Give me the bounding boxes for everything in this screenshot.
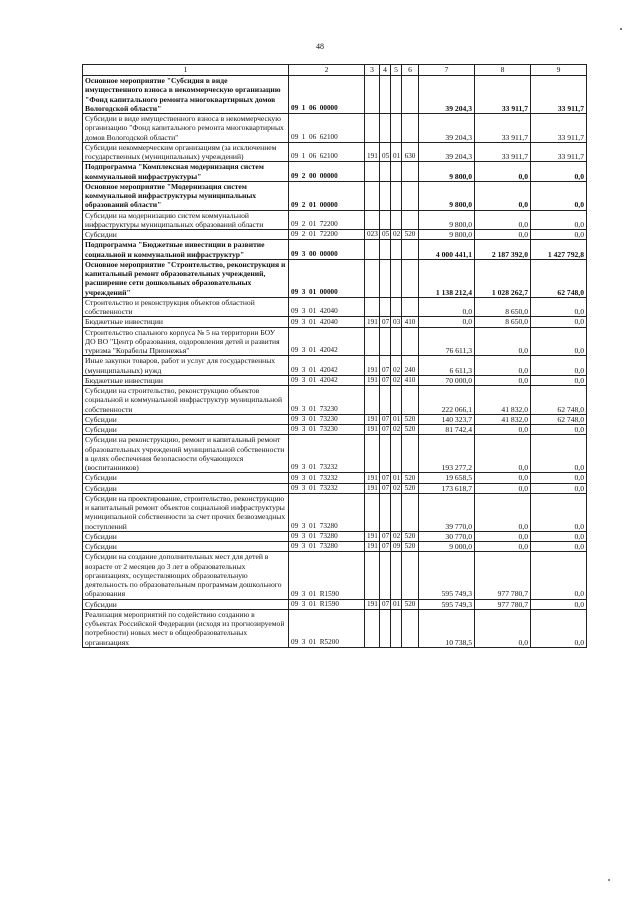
column-6-code [402, 327, 419, 356]
column-4-code: 07 [380, 599, 391, 609]
amount-col-9: 0,0 [531, 483, 587, 493]
row-name: Субсидии на модернизацию систем коммунальной инфраструктуры муниципальных образований области [83, 210, 289, 230]
table-row [83, 317, 587, 327]
column-3-code [365, 435, 380, 473]
column-6-code [402, 609, 419, 647]
table-row [83, 552, 587, 599]
row-name: Субсидии на реконструкцию, ремонт и капитальный ремонт образовательных учреждений муниципальной собственности в целях обеспечения безопасности обучающихся (воспитанников) [83, 435, 289, 473]
column-6-code [402, 297, 419, 317]
column-6-code [402, 114, 419, 143]
budget-code: 09 1 06 00000 [289, 76, 365, 114]
column-4-code: 07 [380, 356, 391, 376]
amount-col-7: 9 800,0 [419, 210, 475, 230]
budget-table [82, 64, 587, 648]
amount-col-8: 0,0 [475, 473, 531, 483]
budget-code: 09 3 00 00000 [289, 240, 365, 260]
column-3-code [365, 609, 380, 647]
column-6-code [402, 162, 419, 182]
table-row [83, 531, 587, 541]
row-name: Строительство спального корпуса № 5 на территории БОУ ДО ВО "Центр образования, оздоровления детей и развития туризма "Корабелы Прионежья" [83, 327, 289, 356]
column-6-code [402, 76, 419, 114]
table-row [83, 230, 587, 240]
column-6-code [402, 181, 419, 210]
row-name: Основное мероприятие "Субсидия в виде имущественного взноса в некоммерческую организацию "Фонд капитального ремонта многоквартирных домов Вологодской области" [83, 76, 289, 114]
column-3-code: 191 [365, 142, 380, 162]
column-4-code: 05 [380, 142, 391, 162]
column-6-code [402, 210, 419, 230]
row-name: Субсидии в виде имущественного взноса в некоммерческую организацию "Фонд капитального ремонта многоквартирных домов Вологодской области" [83, 114, 289, 143]
column-5-code: 01 [391, 414, 402, 424]
row-name: Субсидии [83, 473, 289, 483]
row-name: Бюджетные инвестиции [83, 375, 289, 385]
amount-col-8: 0,0 [475, 230, 531, 240]
column-4-code [380, 493, 391, 531]
column-5-code [391, 435, 402, 473]
column-3-code: 191 [365, 375, 380, 385]
amount-col-7: 193 277,2 [419, 435, 475, 473]
amount-col-8: 33 911,7 [475, 76, 531, 114]
budget-code: 09 3 01 73232 [289, 435, 365, 473]
amount-col-9: 0,0 [531, 599, 587, 609]
column-6-code [402, 435, 419, 473]
amount-col-7: 30 770,0 [419, 531, 475, 541]
amount-col-7: 19 658,5 [419, 473, 475, 483]
column-3-code [365, 76, 380, 114]
row-name: Иные закупки товаров, работ и услуг для государственных (муниципальных) нужд [83, 356, 289, 376]
column-5-code [391, 162, 402, 182]
budget-code: 09 2 00 00000 [289, 162, 365, 182]
column-6-code [402, 552, 419, 599]
column-5-code: 09 [391, 542, 402, 552]
column-3-code: 023 [365, 230, 380, 240]
column-4-code: 07 [380, 531, 391, 541]
column-4-code: 07 [380, 425, 391, 435]
column-4-code: 07 [380, 542, 391, 552]
column-6-code [402, 493, 419, 531]
budget-code: 09 3 01 73280 [289, 542, 365, 552]
amount-col-8: 0,0 [475, 425, 531, 435]
budget-code: 09 3 01 73280 [289, 531, 365, 541]
header-cell: 1 [83, 65, 289, 76]
amount-col-8: 8 650,0 [475, 297, 531, 317]
column-5-code [391, 76, 402, 114]
scan-speck [620, 28, 622, 30]
column-3-code: 191 [365, 356, 380, 376]
table-body [83, 65, 587, 648]
table-row [83, 386, 587, 415]
amount-col-8: 0,0 [475, 181, 531, 210]
amount-col-9: 0,0 [531, 542, 587, 552]
amount-col-9: 62 748,0 [531, 386, 587, 415]
amount-col-9: 0,0 [531, 297, 587, 317]
amount-col-8: 0,0 [475, 162, 531, 182]
amount-col-8: 2 187 392,0 [475, 240, 531, 260]
column-5-code [391, 609, 402, 647]
budget-code: 09 3 01 73232 [289, 483, 365, 493]
amount-col-9: 0,0 [531, 473, 587, 483]
column-3-code [365, 386, 380, 415]
column-5-code [391, 327, 402, 356]
column-6-code: 410 [402, 375, 419, 385]
column-4-code [380, 240, 391, 260]
table-row [83, 181, 587, 210]
amount-col-8: 41 832,0 [475, 386, 531, 415]
budget-code: 09 3 01 73230 [289, 386, 365, 415]
amount-col-9: 1 427 792,8 [531, 240, 587, 260]
header-cell: 2 [289, 65, 365, 76]
column-4-code [380, 114, 391, 143]
column-4-code [380, 386, 391, 415]
amount-col-9: 0,0 [531, 493, 587, 531]
table-row [83, 542, 587, 552]
table-row [83, 609, 587, 647]
column-5-code: 01 [391, 473, 402, 483]
column-6-code: 520 [402, 230, 419, 240]
column-6-code: 520 [402, 483, 419, 493]
column-6-code: 520 [402, 531, 419, 541]
amount-col-8: 0,0 [475, 483, 531, 493]
amount-col-9: 0,0 [531, 356, 587, 376]
column-5-code: 02 [391, 483, 402, 493]
amount-col-7: 39 204,3 [419, 142, 475, 162]
table-row [83, 356, 587, 376]
column-3-code [365, 297, 380, 317]
amount-col-8: 0,0 [475, 375, 531, 385]
amount-col-7: 39 770,0 [419, 493, 475, 531]
header-cell: 8 [475, 65, 531, 76]
amount-col-9: 0,0 [531, 181, 587, 210]
header-cell: 4 [380, 65, 391, 76]
row-name: Реализация мероприятий по содействию созданию в субъектах Российской Федерации (исходя из прогнозируемой потребности) новых мест в общеобразовательных организациях [83, 609, 289, 647]
column-5-code: 03 [391, 317, 402, 327]
budget-code: 09 1 06 62100 [289, 142, 365, 162]
column-4-code: 05 [380, 230, 391, 240]
budget-code: 09 2 01 72200 [289, 210, 365, 230]
row-name: Субсидии [83, 599, 289, 609]
amount-col-7: 9 000,0 [419, 542, 475, 552]
amount-col-7: 4 000 441,1 [419, 240, 475, 260]
column-6-code: 520 [402, 414, 419, 424]
table-row [83, 435, 587, 473]
table-row [83, 425, 587, 435]
amount-col-9: 33 911,7 [531, 76, 587, 114]
column-4-code [380, 552, 391, 599]
column-3-code: 191 [365, 599, 380, 609]
row-name: Субсидии [83, 230, 289, 240]
column-5-code [391, 181, 402, 210]
column-3-code [365, 162, 380, 182]
column-3-code [365, 240, 380, 260]
column-5-code [391, 493, 402, 531]
amount-col-9: 0,0 [531, 327, 587, 356]
row-name: Подпрограмма "Бюджетные инвестиции в развитие социальной и коммунальной инфраструктур" [83, 240, 289, 260]
amount-col-8: 0,0 [475, 493, 531, 531]
column-4-code: 07 [380, 483, 391, 493]
amount-col-7: 10 738,5 [419, 609, 475, 647]
column-4-code [380, 327, 391, 356]
column-4-code [380, 162, 391, 182]
budget-code: 09 3 01 42042 [289, 375, 365, 385]
column-3-code [365, 181, 380, 210]
column-5-code [391, 240, 402, 260]
row-name: Основное мероприятие "Строительство, реконструкция и капитальный ремонт образовательных учреждений, расширение сети дошкольных образовательных учреждений" [83, 259, 289, 297]
column-6-code [402, 386, 419, 415]
table-row [83, 414, 587, 424]
column-6-code: 520 [402, 425, 419, 435]
column-4-code [380, 435, 391, 473]
amount-col-7: 39 204,3 [419, 114, 475, 143]
amount-col-7: 140 323,7 [419, 414, 475, 424]
column-5-code: 01 [391, 599, 402, 609]
table-row [83, 493, 587, 531]
amount-col-7: 595 749,3 [419, 552, 475, 599]
column-5-code [391, 552, 402, 599]
amount-col-9: 0,0 [531, 162, 587, 182]
column-6-code [402, 240, 419, 260]
table-header-row [83, 65, 587, 76]
row-name: Субсидии [83, 425, 289, 435]
column-3-code: 191 [365, 483, 380, 493]
amount-col-7: 595 749,3 [419, 599, 475, 609]
amount-col-7: 9 800,0 [419, 230, 475, 240]
budget-code: 09 3 01 73232 [289, 473, 365, 483]
amount-col-9: 0,0 [531, 552, 587, 599]
column-5-code: 02 [391, 230, 402, 240]
row-name: Субсидии на строительство, реконструкцию объектов социальной и коммунальной инфраструктур муниципальной собственности [83, 386, 289, 415]
column-4-code [380, 609, 391, 647]
column-6-code [402, 259, 419, 297]
column-3-code [365, 114, 380, 143]
budget-code: 09 3 01 R5200 [289, 609, 365, 647]
row-name: Подпрограмма "Комплексная модернизация систем коммунальной инфраструктуры" [83, 162, 289, 182]
column-5-code: 01 [391, 142, 402, 162]
table-row [83, 375, 587, 385]
amount-col-8: 8 650,0 [475, 317, 531, 327]
column-4-code [380, 297, 391, 317]
budget-code: 09 3 01 73230 [289, 425, 365, 435]
table-row [83, 259, 587, 297]
page-number: 48 [316, 42, 324, 51]
column-3-code: 191 [365, 542, 380, 552]
row-name: Субсидии [83, 414, 289, 424]
amount-col-7: 6 611,3 [419, 356, 475, 376]
column-4-code [380, 76, 391, 114]
budget-code: 09 2 01 00000 [289, 181, 365, 210]
amount-col-7: 9 800,0 [419, 181, 475, 210]
amount-col-9: 33 911,7 [531, 142, 587, 162]
budget-code: 09 3 01 42042 [289, 356, 365, 376]
header-cell: 9 [531, 65, 587, 76]
budget-code: 09 3 01 42040 [289, 297, 365, 317]
amount-col-9: 0,0 [531, 531, 587, 541]
amount-col-9: 33 911,7 [531, 114, 587, 143]
amount-col-8: 33 911,7 [475, 142, 531, 162]
amount-col-9: 0,0 [531, 425, 587, 435]
column-5-code [391, 114, 402, 143]
column-3-code: 191 [365, 317, 380, 327]
column-6-code: 410 [402, 317, 419, 327]
column-4-code [380, 210, 391, 230]
column-5-code: 02 [391, 375, 402, 385]
scan-speck [608, 879, 610, 881]
amount-col-8: 0,0 [475, 435, 531, 473]
row-name: Субсидии на проектирование, строительство, реконструкцию и капитальный ремонт объектов социальной инфраструктуры муниципальной собственности за счет прочих безвозмездных поступлений [83, 493, 289, 531]
amount-col-9: 0,0 [531, 317, 587, 327]
amount-col-7: 39 204,3 [419, 76, 475, 114]
budget-code: 09 1 06 62100 [289, 114, 365, 143]
column-3-code: 191 [365, 414, 380, 424]
column-5-code: 02 [391, 531, 402, 541]
amount-col-8: 0,0 [475, 531, 531, 541]
amount-col-8: 1 028 262,7 [475, 259, 531, 297]
budget-code: 09 2 01 72200 [289, 230, 365, 240]
amount-col-8: 0,0 [475, 542, 531, 552]
amount-col-8: 0,0 [475, 356, 531, 376]
table-row [83, 483, 587, 493]
amount-col-7: 70 000,0 [419, 375, 475, 385]
amount-col-9: 0,0 [531, 435, 587, 473]
table-row [83, 473, 587, 483]
amount-col-7: 9 800,0 [419, 162, 475, 182]
row-name: Субсидии некоммерческим организациям (за исключением государственных (муниципальных) учреждений) [83, 142, 289, 162]
column-4-code: 07 [380, 473, 391, 483]
header-cell: 3 [365, 65, 380, 76]
amount-col-7: 81 742,4 [419, 425, 475, 435]
amount-col-7: 1 138 212,4 [419, 259, 475, 297]
row-name: Строительство и реконструкция объектов областной собственности [83, 297, 289, 317]
column-6-code: 240 [402, 356, 419, 376]
header-cell: 5 [391, 65, 402, 76]
amount-col-8: 0,0 [475, 327, 531, 356]
table-row [83, 327, 587, 356]
budget-code: 09 3 01 00000 [289, 259, 365, 297]
budget-code: 09 3 01 42042 [289, 327, 365, 356]
budget-code: 09 3 01 73280 [289, 493, 365, 531]
table-row [83, 297, 587, 317]
table-row [83, 210, 587, 230]
column-4-code: 07 [380, 414, 391, 424]
table-row [83, 162, 587, 182]
amount-col-9: 0,0 [531, 230, 587, 240]
amount-col-7: 173 618,7 [419, 483, 475, 493]
column-4-code: 07 [380, 375, 391, 385]
column-5-code: 02 [391, 356, 402, 376]
row-name: Субсидии [83, 483, 289, 493]
amount-col-8: 41 832,0 [475, 414, 531, 424]
table-row [83, 114, 587, 143]
column-3-code [365, 552, 380, 599]
table-row [83, 76, 587, 114]
column-6-code: 520 [402, 542, 419, 552]
budget-code: 09 3 01 R1590 [289, 599, 365, 609]
amount-col-9: 62 748,0 [531, 259, 587, 297]
column-6-code: 520 [402, 473, 419, 483]
amount-col-8: 977 780,7 [475, 599, 531, 609]
amount-col-8: 0,0 [475, 609, 531, 647]
amount-col-9: 62 748,0 [531, 414, 587, 424]
budget-code: 09 3 01 42040 [289, 317, 365, 327]
amount-col-7: 0,0 [419, 317, 475, 327]
table-row [83, 142, 587, 162]
amount-col-7: 0,0 [419, 297, 475, 317]
column-4-code [380, 259, 391, 297]
amount-col-8: 977 780,7 [475, 552, 531, 599]
column-3-code: 191 [365, 531, 380, 541]
row-name: Субсидии [83, 531, 289, 541]
column-4-code: 07 [380, 317, 391, 327]
amount-col-8: 33 911,7 [475, 114, 531, 143]
column-3-code [365, 210, 380, 230]
column-6-code: 630 [402, 142, 419, 162]
header-cell: 6 [402, 65, 419, 76]
row-name: Субсидии на создание дополнительных мест для детей в возрасте от 2 месяцев до 3 лет в образовательных организациях, осуществляющих образовательную деятельность по образовательным программам дошкольного образования [83, 552, 289, 599]
column-3-code [365, 327, 380, 356]
table-row [83, 599, 587, 609]
row-name: Бюджетные инвестиции [83, 317, 289, 327]
column-6-code: 520 [402, 599, 419, 609]
row-name: Субсидии [83, 542, 289, 552]
column-5-code [391, 259, 402, 297]
column-3-code: 191 [365, 425, 380, 435]
header-cell: 7 [419, 65, 475, 76]
column-5-code [391, 386, 402, 415]
amount-col-8: 0,0 [475, 210, 531, 230]
row-name: Основное мероприятие "Модернизация систем коммунальной инфраструктуры муниципальных образований области" [83, 181, 289, 210]
amount-col-9: 0,0 [531, 210, 587, 230]
table-row [83, 240, 587, 260]
column-3-code [365, 259, 380, 297]
column-3-code: 191 [365, 473, 380, 483]
amount-col-9: 0,0 [531, 375, 587, 385]
amount-col-7: 222 066,1 [419, 386, 475, 415]
amount-col-9: 0,0 [531, 609, 587, 647]
column-3-code [365, 493, 380, 531]
column-5-code: 02 [391, 425, 402, 435]
budget-code: 09 3 01 R1590 [289, 552, 365, 599]
column-5-code [391, 297, 402, 317]
column-4-code [380, 181, 391, 210]
amount-col-7: 76 611,3 [419, 327, 475, 356]
column-5-code [391, 210, 402, 230]
budget-code: 09 3 01 73230 [289, 414, 365, 424]
